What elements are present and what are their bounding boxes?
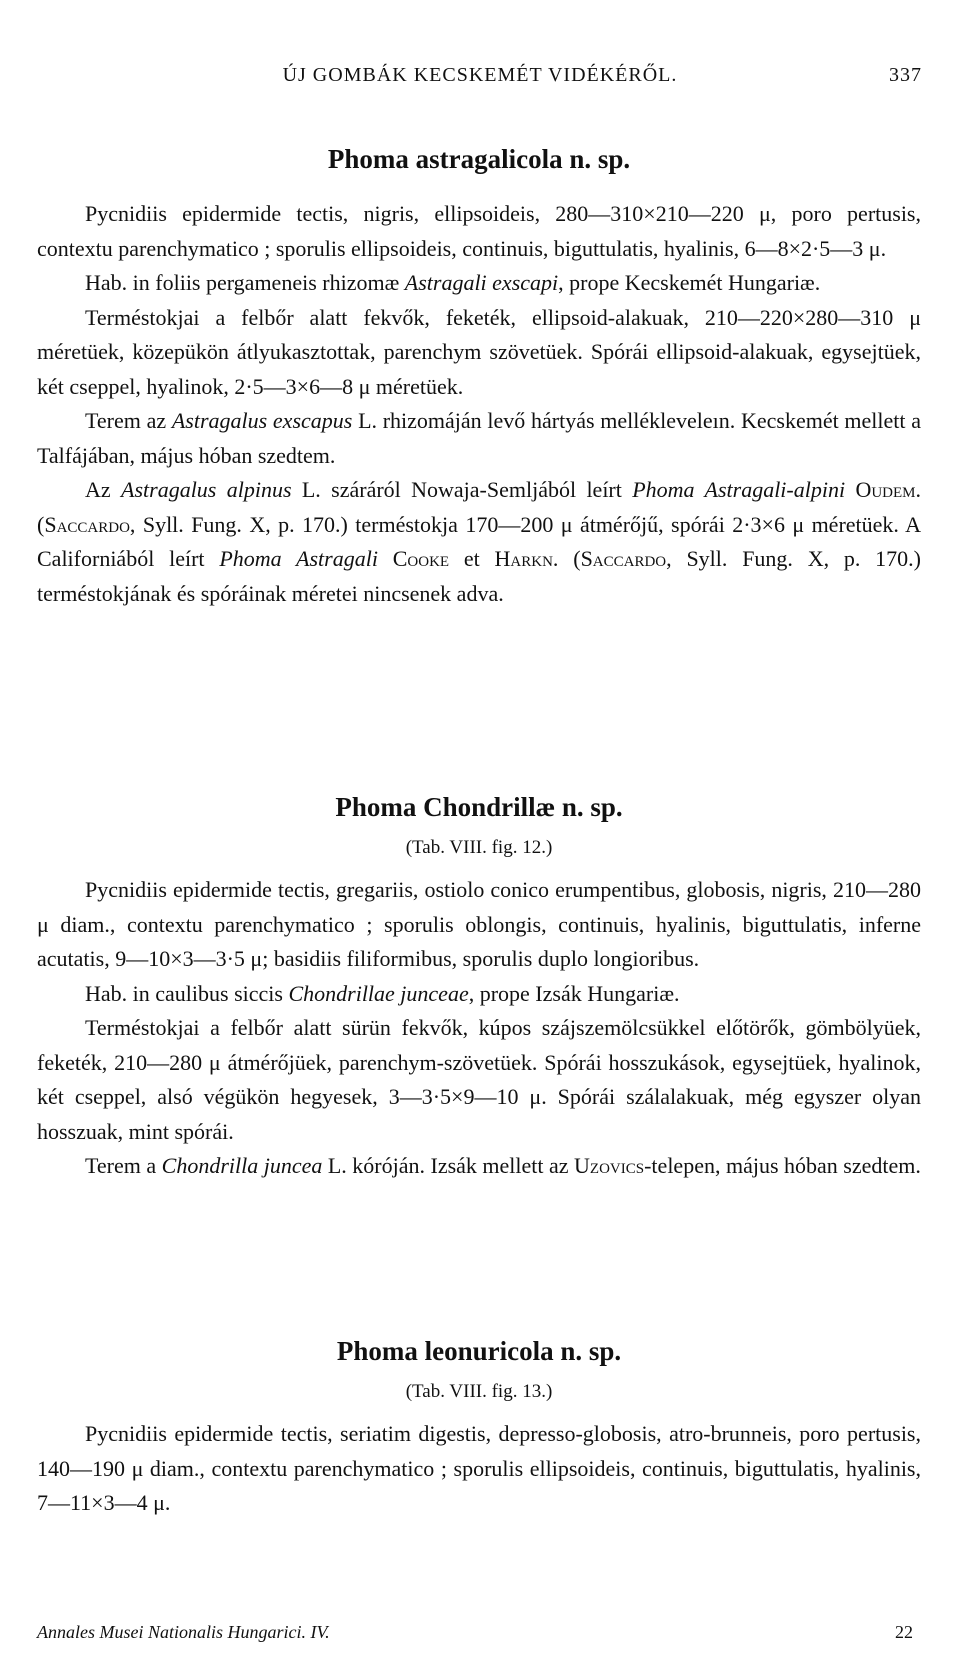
species-section-astragalicola [37, 144, 921, 611]
collection-paragraph [37, 404, 921, 473]
text-run: Terem a [85, 1153, 162, 1178]
species-title: Phoma astragalicola n. sp. [327, 144, 631, 174]
place-name: Uzovics [574, 1153, 645, 1178]
journal-name: Annales Musei Nationalis Hungarici. IV. [37, 1622, 330, 1642]
species-body [37, 1417, 921, 1521]
running-header [0, 64, 960, 94]
running-title: ÚJ GOMBÁK KECSKEMÉT VIDÉKÉRŐL. [282, 64, 678, 86]
latin-diagnosis: Pycnidiis epidermide tectis, seriatim digestis, depresso-globosis, atro-brunneis, poro pertusis, 140—190 μ diam., contextu parenchymatico ; sporulis ellipsoideis, continuis, biguttulatis, hyalinis, 7—11×3—4 μ. [37, 1421, 921, 1515]
hungarian-description: Terméstokjai a felbőr alatt fekvők, feketék, ellipsoid-alakuak, 210—220×280—310 μ méretüek, közepükön átlyukasztottak, parenchym szövetüek. Spórái ellipsoid-alakuak, egysejtüek, két cseppel, hyalinok, 2·5—3×6—8 μ méretüek. [37, 304, 921, 399]
text-run: -telepen, május hóban szedtem. [644, 1153, 921, 1178]
text-run: Terem az [85, 408, 172, 433]
text-run: ( [37, 511, 45, 537]
hungarian-description: Terméstokjai a felbőr alatt sürün fekvők, kúpos szájszemölcsükkel előtörők, gömbölyüek, feketék, 210—280 μ átmérőjüek, parenchym-szövetüek. Spórái hosszukások, egysejtüek, hyalinok, két cseppel, alsó végükön hegyesek, 3—3·5×9—10 μ. Spórái szálalakuak, még egyszer olyan hosszuak, mint spórái. [37, 1015, 921, 1144]
text-run: Az [85, 477, 122, 502]
author-name: Saccardo [44, 511, 130, 537]
collection-paragraph [37, 1149, 921, 1184]
habitat-text: Hab. in foliis pergameneis rhizomæ [85, 270, 405, 295]
species-name: Phoma Astragali [219, 546, 378, 571]
species-section-leonuricola [37, 1336, 921, 1521]
page-footer [37, 1622, 921, 1652]
habitat-text-end: , prope Kecskemét Hungariæ. [558, 270, 821, 295]
author-name: Cooke [392, 546, 450, 571]
latin-diagnosis: Pycnidiis epidermide tectis, gregariis, ostiolo conico erumpentibus, globosis, nigris, 210—280 μ diam., contextu parenchymatico ; sporulis oblongis, continuis, hyalinis, biguttulatis, inferne acutatis, 9—10×3—3·5 μ; basidiis filiformibus, sporulis duplo longioribus. [37, 877, 921, 971]
species-section-chondrillae [37, 792, 921, 1184]
habitat-text: Hab. in caulibus siccis [85, 980, 289, 1006]
page-number: 337 [889, 64, 922, 86]
host-name: Chondrilla juncea [161, 1153, 323, 1178]
text-run: L. rhizomáján levő hártyás mellékleveleın. Kecskemét mellett a Talfájában, május hóban szedtem. [37, 408, 922, 468]
author-name: Saccardo [580, 546, 667, 571]
text-run: ( [558, 546, 581, 571]
text-run: L. száráról Nowaja-Semljából leírt [291, 477, 633, 502]
species-title: Phoma Chondrillæ n. sp. [335, 792, 623, 822]
plate-reference: (Tab. VIII. fig. 12.) [405, 837, 553, 858]
latin-diagnosis: Pycnidiis epidermide tectis, nigris, ellipsoideis, 280—310×210—220 μ, poro pertusis, contextu parenchymatico ; sporulis ellipsoideis, continuis, biguttulatis, hyalinis, 6—8×2·5—3 μ. [37, 201, 921, 261]
species-body [37, 197, 921, 611]
signature-mark: 22 [895, 1622, 913, 1642]
habitat-text-end: , prope Izsák Hungariæ. [468, 980, 680, 1006]
host-name: Astragali exscapi [404, 270, 559, 295]
species-name: Astragalus alpinus [121, 477, 292, 502]
species-title: Phoma leonuricola n. sp. [336, 1336, 622, 1366]
comparison-note [37, 473, 921, 611]
species-body [37, 873, 921, 1184]
text-run [378, 546, 393, 571]
host-name: Chondrillae junceae [288, 980, 469, 1006]
text-run: et [449, 546, 495, 571]
host-name: Astragalus exscapus [171, 408, 353, 433]
habitat-paragraph [37, 266, 921, 301]
author-name: Harkn. [494, 546, 559, 571]
text-run: , Syll. Fung. X, p. 170.) terméstokjának és spóráinak méretei nincsenek adva. [37, 546, 922, 606]
text-run: L. kóróján. Izsák mellett az [322, 1153, 575, 1178]
habitat-paragraph [37, 977, 921, 1012]
author-name: Oudem. [855, 477, 922, 502]
species-name: Phoma Astragali-alpini [632, 477, 846, 502]
text-run [845, 477, 855, 502]
plate-reference: (Tab. VIII. fig. 13.) [405, 1381, 553, 1402]
text-run: , Syll. Fung. X, p. 170.) terméstokja 170—200 μ átmérőjű, spórái 2·3×6 μ méretüek. A Californiából leírt [37, 511, 921, 571]
